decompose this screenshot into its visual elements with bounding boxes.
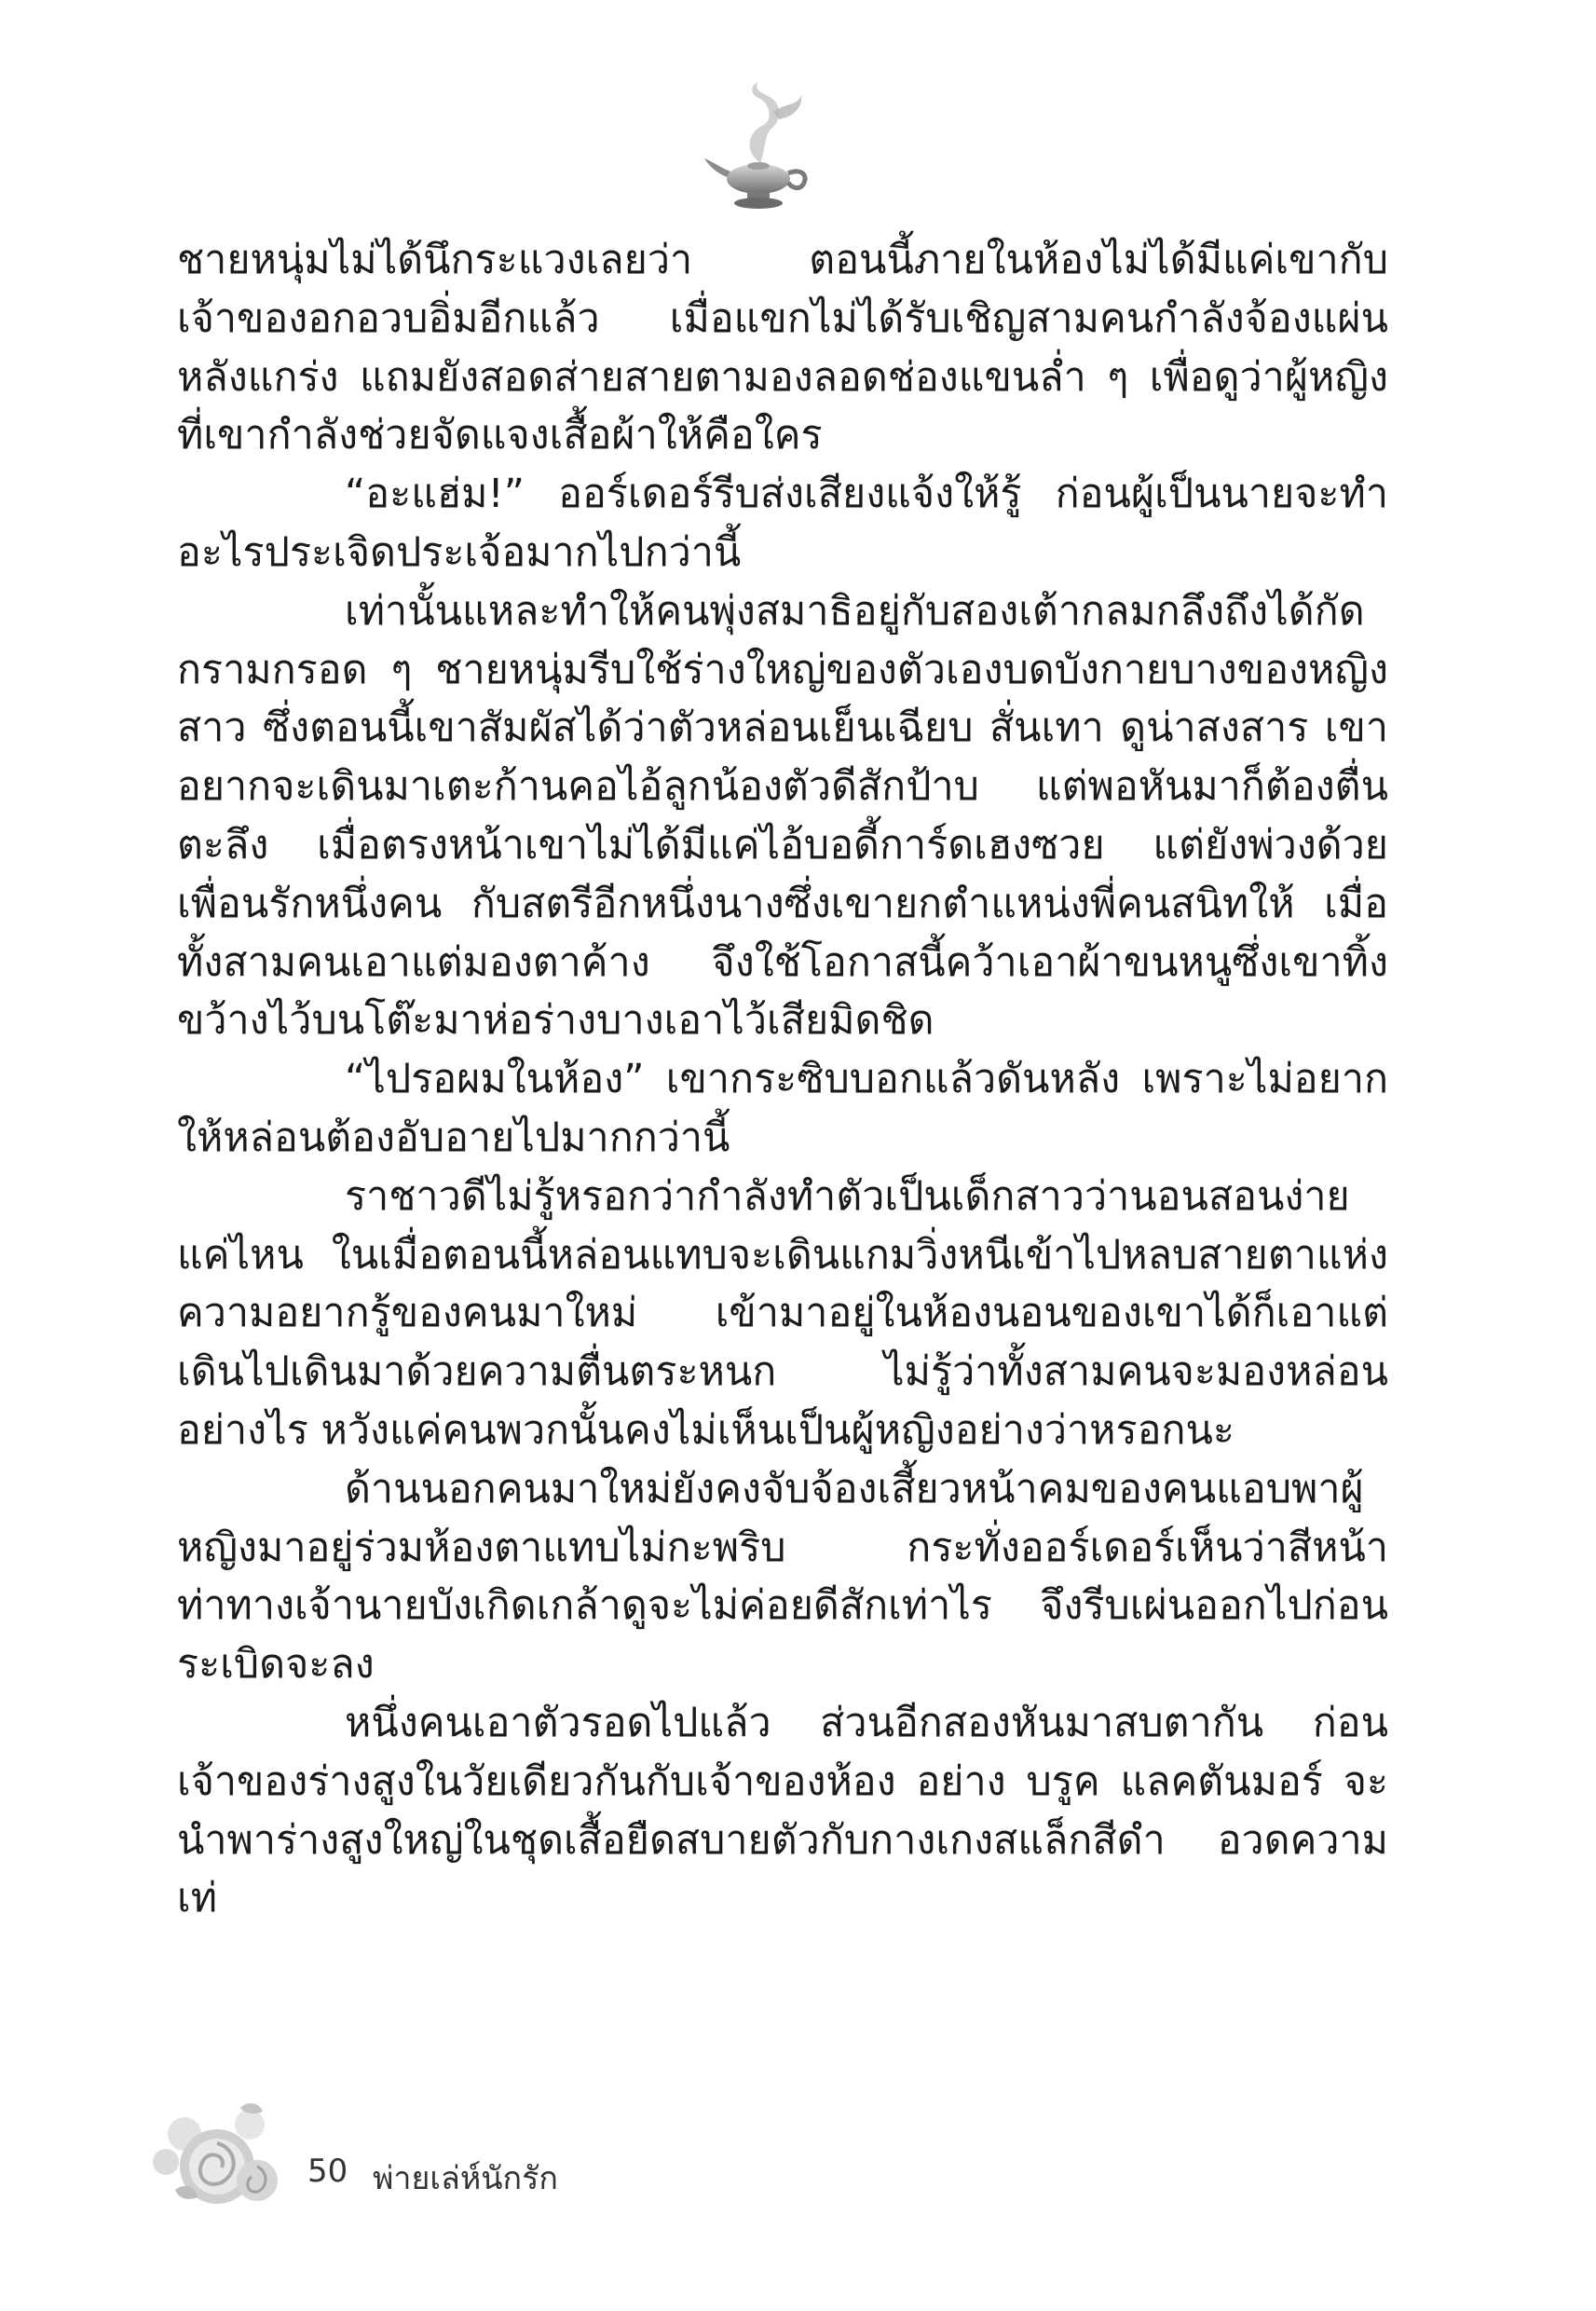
paragraph: “อะแฮ่ม!” ออร์เดอร์รีบส่งเสียงแจ้งให้รู้ ก่อนผู้เป็นนายจะทำอะไรประเจิดประเจ้อมากไปกว่านี้ bbox=[177, 471, 1388, 576]
body-text bbox=[177, 231, 1388, 1928]
rose-flower-icon bbox=[147, 2097, 287, 2218]
paragraph: ราชาวดีไม่รู้หรอกว่ากำลังทำตัวเป็นเด็กสาวว่านอนสอนง่ายแค่ไหน ในเมื่อตอนนี้หล่อนแทบจะเดินแกมวิ่งหนีเข้าไปหลบสายตาแห่งความอยากรู้ของคนมาใหม่ เข้ามาอยู่ในห้องนอนของเขาได้ก็เอาแต่เดินไปเดินมาด้วยความตื่นตระหนก ไม่รู้ว่าทั้งสามคนจะมองหล่อนอย่างไร หวังแค่คนพวกนั้นคงไม่เห็นเป็นผู้หญิงอย่างว่าหรอกนะ bbox=[177, 1172, 1388, 1454]
book-title: พ่ายเล่ห์นักรัก bbox=[373, 2160, 558, 2197]
genie-lamp-icon bbox=[704, 75, 816, 214]
paragraph: หนึ่งคนเอาตัวรอดไปแล้ว ส่วนอีกสองหันมาสบตากัน ก่อนเจ้าของร่างสูงในวัยเดียวกันกับเจ้าของห้อง อย่าง บรูค แลคตันมอร์ จะนำพาร่างสูงใหญ่ในชุดเสื้อยืดสบายตัวกับกางเกงสแล็กสีดำ อวดความเท่ bbox=[177, 1699, 1388, 1922]
paragraph: “ไปรอผมในห้อง” เขากระซิบบอกแล้วดันหลัง เพราะไม่อยากให้หล่อนต้องอับอายไปมากกว่านี้ bbox=[177, 1056, 1388, 1161]
page-number: 50 bbox=[307, 2153, 348, 2190]
paragraph: ชายหนุ่มไม่ได้นึกระแวงเลยว่า ตอนนี้ภายในห้องไม่ได้มีแค่เขากับเจ้าของอกอวบอิ่มอีกแล้ว เมื่อแขกไม่ได้รับเชิญสามคนกำลังจ้องแผ่นหลังแกร่ง แถมยังสอดส่ายสายตามองลอดช่องแขนลํ่า ๆ เพื่อดูว่าผู้หญิงที่เขากำลังช่วยจัดแจงเสื้อผ้าให้คือใคร bbox=[177, 237, 1388, 459]
page-footer bbox=[140, 2097, 699, 2227]
paragraph: เท่านั้นแหละทำให้คนพุ่งสมาธิอยู่กับสองเต้ากลมกลึงถึงได้กัดกรามกรอด ๆ ชายหนุ่มรีบใช้ร่างใหญ่ของตัวเองบดบังกายบางของหญิงสาว ซึ่งตอนนี้เขาสัมผัสได้ว่าตัวหล่อนเย็นเฉียบ สั่นเทา ดูน่าสงสาร เขาอยากจะเดินมาเตะก้านคอไอ้ลูกน้องตัวดีสักป้าบ แต่พอหันมาก็ต้องตื่นตะลึง เมื่อตรงหน้าเขาไม่ได้มีแค่ไอ้บอดี้การ์ดเฮงซวย แต่ยังพ่วงด้วยเพื่อนรักหนึ่งคน กับสตรีอีกหนึ่งนางซึ่งเขายกตำแหน่งพี่คนสนิทให้ เมื่อทั้งสามคนเอาแต่มองตาค้าง จึงใช้โอกาสนี้คว้าเอาผ้าขนหนูซึ่งเขาทิ้งขว้างไว้บนโต๊ะมาห่อร่างบางเอาไว้เสียมิดชิด bbox=[177, 587, 1388, 1045]
paragraph: ด้านนอกคนมาใหม่ยังคงจับจ้องเสี้ยวหน้าคมของคนแอบพาผู้หญิงมาอยู่ร่วมห้องตาแทบไม่กะพริบ กระทั่งออร์เดอร์เห็นว่าสีหน้าท่าทางเจ้านายบังเกิดเกล้าดูจะไม่ค่อยดีสักเท่าไร จึงรีบเผ่นออกไปก่อนระเบิดจะลง bbox=[177, 1465, 1388, 1689]
